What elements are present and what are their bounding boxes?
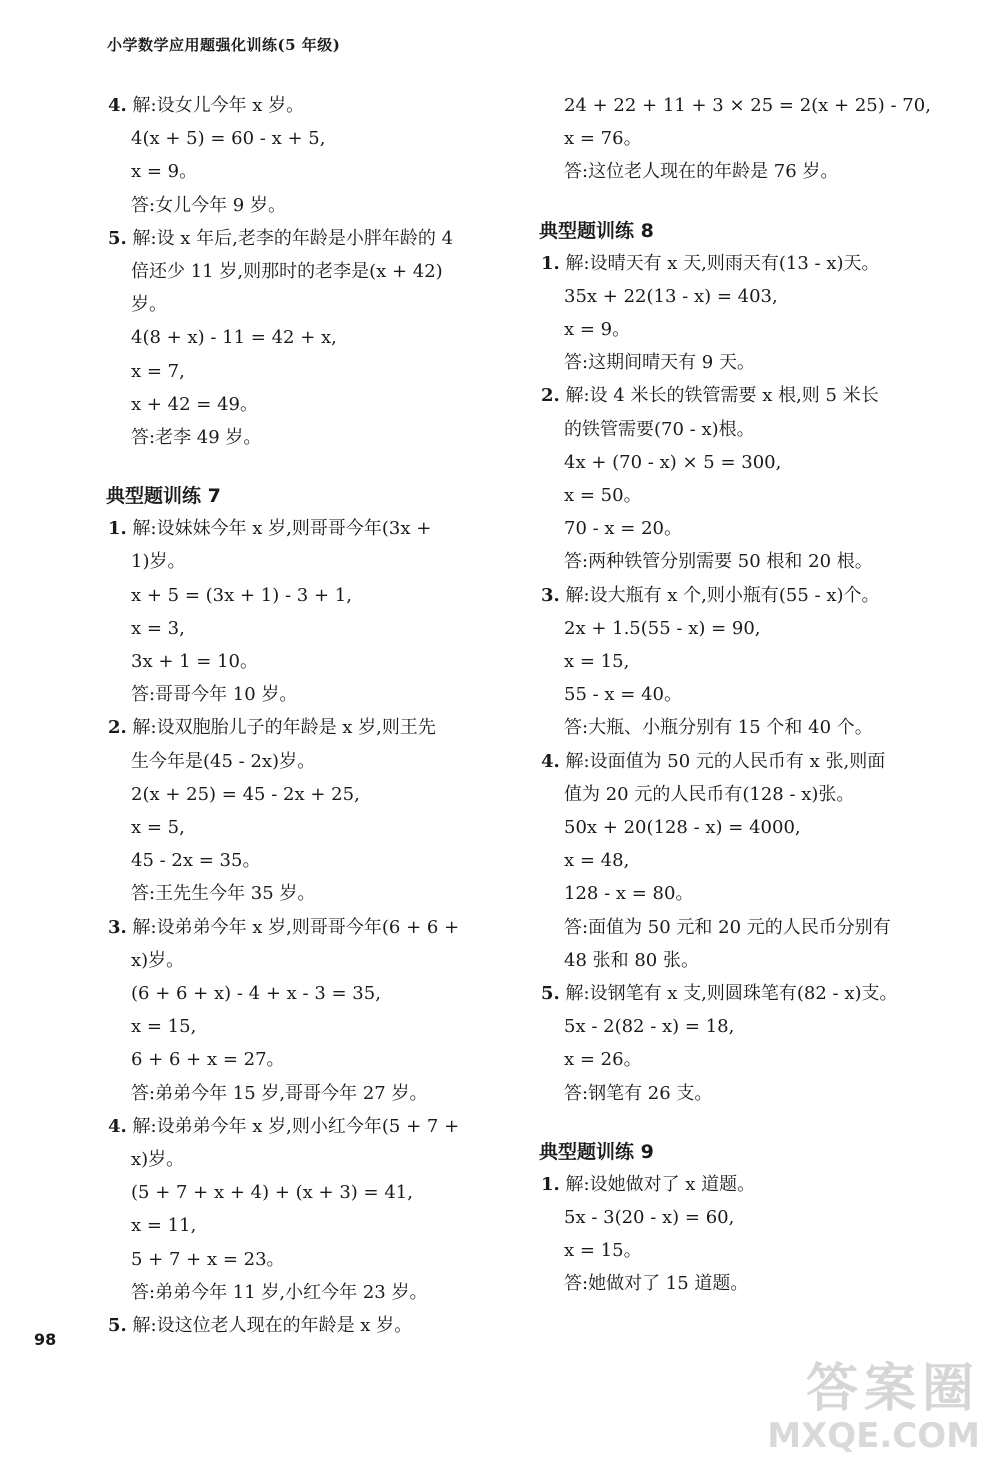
solution-line — [564, 550, 873, 574]
section-heading: 典型题训练 7 — [106, 485, 221, 508]
solution-line — [131, 1281, 427, 1305]
line-text: x = 15, — [131, 1016, 197, 1038]
problem-line — [541, 750, 885, 774]
line-text: 解:设她做对了 x 道题。 — [559, 1173, 756, 1195]
line-text: 答:弟弟今年 15 岁,哥哥今年 27 岁。 — [131, 1082, 428, 1104]
solution-line — [131, 617, 185, 641]
line-text: 生今年是(45 - 2x)岁。 — [131, 750, 316, 772]
solution-line — [131, 949, 184, 973]
solution-line — [131, 650, 258, 674]
line-text: 解:设弟弟今年 x 岁,则小红今年(5 + 7 + — [126, 1115, 460, 1137]
solution-line — [131, 1214, 196, 1238]
solution-line — [564, 285, 778, 309]
line-text: 答:弟弟今年 11 岁,小红今年 23 岁。 — [131, 1281, 428, 1303]
line-text: 解:设这位老人现在的年龄是 x 岁。 — [126, 1315, 413, 1336]
line-text: 解:设面值为 50 元的人民币有 x 张,则面 — [559, 750, 886, 772]
line-text: 128 - x = 80。 — [564, 883, 694, 905]
solution-line — [131, 584, 352, 608]
problem-number: 4. — [108, 1115, 127, 1137]
solution-line — [131, 1248, 285, 1272]
problem-number: 2. — [108, 717, 127, 739]
problem-line — [108, 94, 304, 118]
section-heading: 典型题训练 8 — [539, 219, 654, 242]
running-header: 小学数学应用题强化训练(5 年级) — [107, 36, 341, 54]
solution-line — [131, 393, 258, 417]
problem-number: 4. — [541, 750, 560, 772]
line-text: x + 42 = 49。 — [131, 393, 259, 415]
line-text: 24 + 22 + 11 + 3 × 25 = 2(x + 25) - 70, — [564, 95, 931, 116]
solution-line — [131, 849, 260, 873]
line-text: x)岁。 — [131, 1149, 185, 1170]
solution-line — [564, 318, 630, 342]
line-text: 70 - x = 20。 — [564, 518, 683, 540]
problem-line — [541, 384, 879, 408]
solution-line — [131, 293, 167, 317]
line-text: 4x + (70 - x) × 5 = 300, — [564, 451, 782, 473]
solution-line — [564, 683, 682, 707]
line-text: 2(x + 25) = 45 - 2x + 25, — [131, 783, 360, 805]
solution-line — [131, 194, 286, 218]
solution-line — [131, 783, 360, 807]
solution-line — [131, 982, 381, 1006]
line-text: 的铁管需要(70 - x)根。 — [564, 418, 755, 440]
page-number: 98 — [34, 1330, 57, 1349]
solution-line — [131, 1048, 285, 1072]
line-text: x = 11, — [131, 1215, 197, 1237]
line-text: 答:王先生今年 35 岁。 — [131, 883, 316, 905]
line-text: (6 + 6 + x) - 4 + x - 3 = 35, — [131, 983, 381, 1004]
line-text: 6 + 6 + x = 27。 — [131, 1049, 285, 1071]
solution-line — [131, 1181, 413, 1205]
line-text: 45 - 2x = 35。 — [131, 850, 261, 872]
problem-number: 5. — [108, 227, 127, 249]
line-text: 解:设大瓶有 x 个,则小瓶有(55 - x)个。 — [559, 584, 880, 606]
line-text: (5 + 7 + x + 4) + (x + 3) = 41, — [131, 1182, 413, 1204]
solution-line — [564, 650, 629, 674]
problem-line — [108, 916, 459, 940]
problem-number: 3. — [541, 584, 560, 606]
line-text: 倍还少 11 岁,则那时的老李是(x + 42) — [131, 261, 443, 282]
solution-line — [564, 418, 755, 442]
solution-line — [131, 1015, 196, 1039]
solution-line — [564, 1272, 748, 1296]
solution-line — [564, 816, 801, 840]
line-text: 答:女儿今年 9 岁。 — [131, 194, 286, 216]
line-text: 答:大瓶、小瓶分别有 15 个和 40 个。 — [564, 717, 873, 739]
solution-line — [564, 451, 781, 475]
line-text: 4(8 + x) - 11 = 42 + x, — [131, 327, 337, 349]
line-text: x = 15。 — [564, 1240, 642, 1262]
line-text: x = 76。 — [564, 128, 642, 150]
line-text: x = 26。 — [564, 1049, 642, 1071]
solution-line — [564, 949, 699, 973]
solution-line — [564, 1015, 734, 1039]
line-text: x + 5 = (3x + 1) - 3 + 1, — [131, 584, 352, 606]
solution-line — [564, 94, 931, 118]
line-text: 1)岁。 — [131, 551, 186, 573]
watermark — [730, 1346, 980, 1456]
solution-line — [131, 426, 261, 450]
line-text: 答:这位老人现在的年龄是 76 岁。 — [564, 161, 839, 183]
problem-line — [108, 227, 453, 251]
problem-number: 1. — [541, 252, 560, 274]
line-text: 答:面值为 50 元和 20 元的人民币分别有 — [564, 916, 891, 938]
solution-line — [131, 160, 197, 184]
solution-line — [564, 351, 755, 375]
line-text: 解:设晴天有 x 天,则雨天有(13 - x)天。 — [559, 252, 880, 274]
line-text: 55 - x = 40。 — [564, 684, 683, 706]
problem-line — [108, 716, 436, 740]
watermark-logo: 答案圈 — [805, 1359, 980, 1419]
line-text: 解:设 x 年后,老李的年龄是小胖年龄的 4 — [126, 227, 454, 249]
line-text: 岁。 — [131, 294, 167, 316]
problem-line — [541, 584, 880, 608]
problem-number: 1. — [541, 1173, 560, 1195]
solution-line — [564, 916, 891, 940]
line-text: 50x + 20(128 - x) = 4000, — [564, 817, 801, 838]
solution-line — [131, 683, 297, 707]
section-heading: 典型题训练 9 — [539, 1140, 654, 1163]
solution-line — [131, 1082, 427, 1106]
solution-line — [564, 1048, 642, 1072]
solution-line — [131, 127, 325, 151]
line-text: x = 48, — [564, 850, 630, 872]
solution-line — [131, 550, 185, 574]
line-text: 解:设妹妹今年 x 岁,则哥哥今年(3x + — [126, 518, 432, 540]
solution-line — [131, 360, 185, 384]
line-text: 答:她做对了 15 道题。 — [564, 1273, 749, 1295]
line-text: 解:设双胞胎儿子的年龄是 x 岁,则王先 — [126, 717, 436, 739]
line-text: 5 + 7 + x = 23。 — [131, 1248, 285, 1270]
solution-line — [564, 160, 838, 184]
line-text: x = 5, — [131, 817, 185, 838]
solution-line — [131, 750, 315, 774]
problem-line — [108, 1115, 459, 1139]
line-text: 4(x + 5) = 60 - x + 5, — [131, 128, 326, 150]
solution-line — [564, 1239, 642, 1263]
line-text: 2x + 1.5(55 - x) = 90, — [564, 617, 761, 639]
line-text: 3x + 1 = 10。 — [131, 651, 259, 672]
line-text: 5x - 2(82 - x) = 18, — [564, 1016, 735, 1038]
solution-line — [564, 484, 642, 508]
solution-line — [131, 260, 443, 284]
problem-line — [541, 252, 880, 276]
problem-line — [541, 982, 898, 1006]
problem-line — [108, 517, 431, 541]
problem-number: 1. — [108, 518, 127, 540]
line-text: x = 15, — [564, 651, 630, 672]
problem-line — [541, 1173, 755, 1197]
solution-line — [131, 1148, 184, 1172]
line-text: 答:哥哥今年 10 岁。 — [131, 684, 298, 706]
line-text: 答:两种铁管分别需要 50 根和 20 根。 — [564, 551, 873, 573]
line-text: x = 9。 — [564, 319, 631, 340]
solution-line — [564, 716, 873, 740]
solution-line — [564, 783, 854, 807]
problem-number: 5. — [108, 1315, 127, 1336]
problem-number: 4. — [108, 95, 127, 116]
line-text: 48 张和 80 张。 — [564, 949, 699, 971]
solution-line — [131, 326, 337, 350]
line-text: 答:钢笔有 26 支。 — [564, 1082, 713, 1104]
line-text: 解:设 4 米长的铁管需要 x 根,则 5 米长 — [559, 385, 879, 407]
line-text: x = 9。 — [131, 161, 198, 183]
line-text: 解:设弟弟今年 x 岁,则哥哥今年(6 + 6 + — [126, 916, 460, 938]
problem-line — [108, 1314, 412, 1338]
solution-line — [564, 617, 761, 641]
problem-number: 5. — [541, 983, 560, 1004]
watermark-url: MXQE.COM — [767, 1416, 980, 1456]
problem-number: 2. — [541, 385, 560, 407]
solution-line — [564, 127, 642, 151]
line-text: 解:设女儿今年 x 岁。 — [126, 95, 305, 116]
problem-number: 3. — [108, 916, 127, 938]
solution-line — [564, 882, 693, 906]
line-text: 解:设钢笔有 x 支,则圆珠笔有(82 - x)支。 — [559, 983, 898, 1004]
line-text: 5x - 3(20 - x) = 60, — [564, 1207, 735, 1228]
solution-line — [131, 882, 315, 906]
solution-line — [564, 849, 629, 873]
line-text: 35x + 22(13 - x) = 403, — [564, 285, 778, 307]
solution-line — [131, 816, 185, 840]
line-text: 值为 20 元的人民币有(128 - x)张。 — [564, 783, 855, 805]
solution-line — [564, 517, 682, 541]
line-text: 答:老李 49 岁。 — [131, 427, 262, 448]
solution-line — [564, 1082, 712, 1106]
solution-line — [564, 1206, 734, 1230]
line-text: x)岁。 — [131, 949, 185, 971]
line-text: 答:这期间晴天有 9 天。 — [564, 352, 755, 374]
line-text: x = 50。 — [564, 485, 642, 506]
line-text: x = 3, — [131, 617, 185, 639]
line-text: x = 7, — [131, 360, 185, 382]
